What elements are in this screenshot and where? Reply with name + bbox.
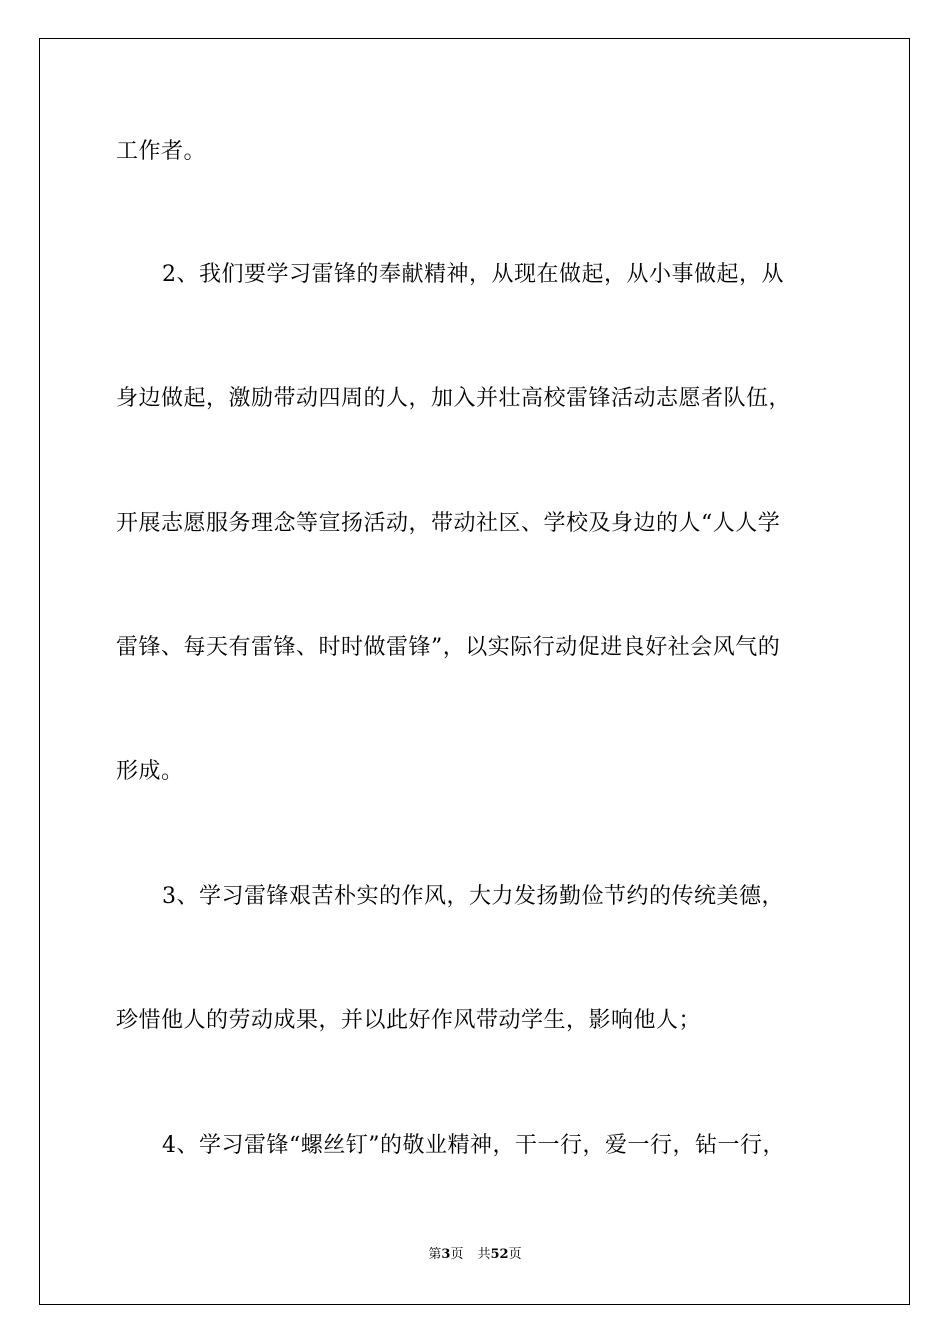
text-line: 工作者。 bbox=[116, 139, 207, 164]
total-prefix: 共 bbox=[477, 1247, 491, 1262]
page-border bbox=[39, 38, 910, 1305]
paragraph-start: 4、学习雷锋“螺丝钉”的敬业精神，干一行，爱一行，钻一行， bbox=[162, 1133, 785, 1158]
text-line: 开展志愿服务理念等宣扬活动，带动社区、学校及身边的人“人人学 bbox=[116, 511, 781, 536]
page-prefix: 第 bbox=[428, 1247, 442, 1262]
paragraph-start: 3、学习雷锋艰苦朴实的作风，大力发扬勤俭节约的传统美德， bbox=[162, 884, 784, 909]
text-line: 身边做起，激励带动四周的人，加入并壮高校雷锋活动志愿者队伍， bbox=[116, 386, 792, 411]
text-line: 珍惜他人的劳动成果，并以此好作风带动学生，影响他人； bbox=[116, 1008, 702, 1033]
text-line: 雷锋、每天有雷锋、时时做雷锋”，以实际行动促进良好社会风气的 bbox=[116, 635, 781, 660]
paragraph-start: 2、我们要学习雷锋的奉献精神，从现在做起，从小事做起，从 bbox=[162, 262, 784, 287]
total-unit: 页 bbox=[508, 1247, 522, 1262]
page-current: 3 bbox=[441, 1247, 451, 1262]
text-line: 形成。 bbox=[116, 759, 184, 784]
page-footer bbox=[0, 1246, 950, 1264]
page-unit: 页 bbox=[450, 1247, 464, 1262]
page-total: 52 bbox=[490, 1247, 509, 1262]
